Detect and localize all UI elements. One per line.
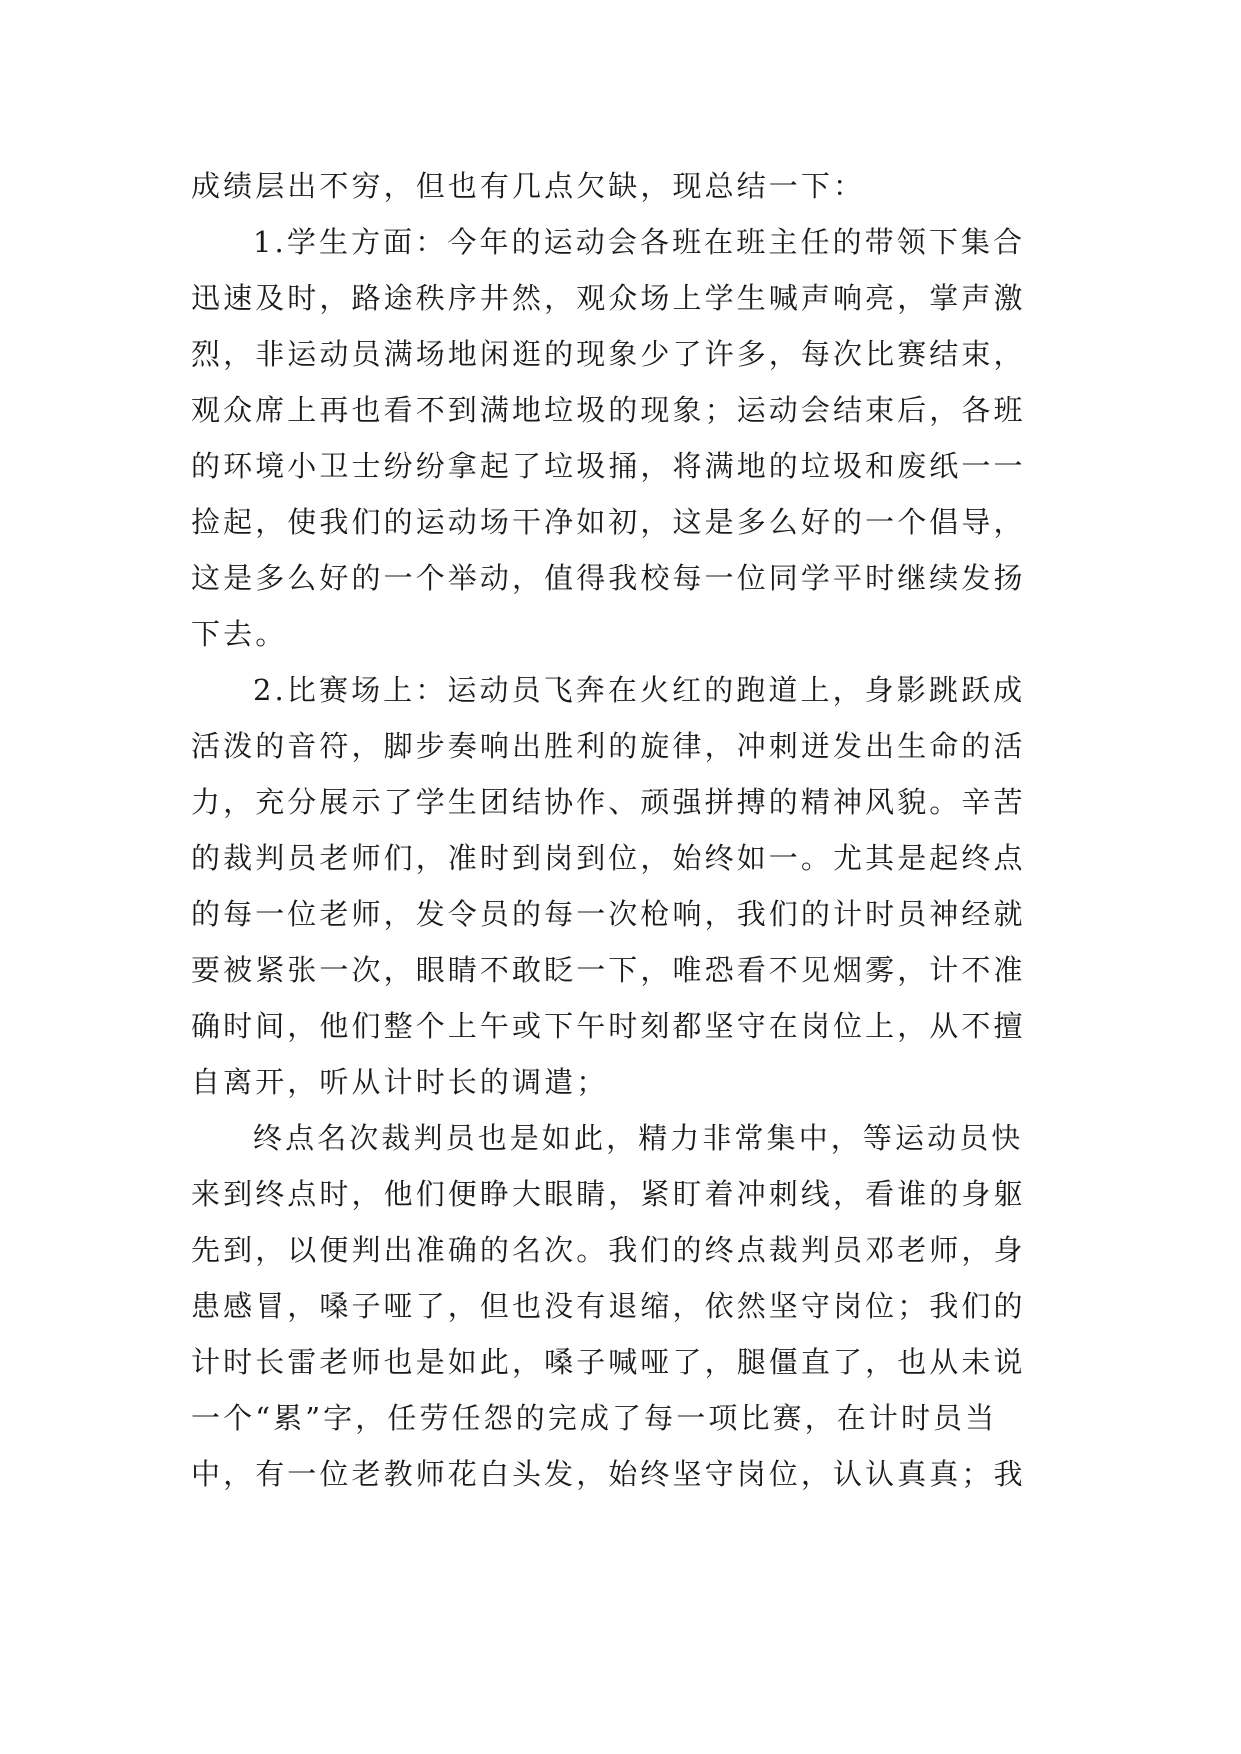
text-line: 烈，非运动员满场地闲逛的现象少了许多，每次比赛结束， [191, 337, 1026, 371]
text-line: 的环境小卫士纷纷拿起了垃圾捅，将满地的垃圾和废纸一一 [191, 449, 1026, 483]
body-text [191, 158, 1054, 1502]
text-line: 的裁判员老师们，准时到岗到位，始终如一。尤其是起终点 [191, 841, 1026, 875]
text-line: 患感冒，嗓子哑了，但也没有退缩，依然坚守岗位；我们的 [191, 1289, 1026, 1323]
text-line: 确时间，他们整个上午或下午时刻都坚守在岗位上，从不擅 [191, 1009, 1026, 1043]
paragraph-start-line: 2.比赛场上：运动员飞奔在火红的跑道上，身影跳跃成 [253, 673, 1026, 707]
paragraph-start-line: 1.学生方面：今年的运动会各班在班主任的带领下集合 [253, 225, 1026, 259]
text-line: 观众席上再也看不到满地垃圾的现象；运动会结束后，各班 [191, 393, 1026, 427]
text-line: 自离开，听从计时长的调遣； [191, 1065, 609, 1099]
text-line: 下去。 [191, 617, 288, 651]
text-line: 捡起，使我们的运动场干净如初，这是多么好的一个倡导， [191, 505, 1026, 539]
text-line: 中，有一位老教师花白头发，始终坚守岗位，认认真真；我 [191, 1457, 1026, 1491]
text-line: 成绩层出不穷，但也有几点欠缺，现总结一下： [191, 169, 866, 203]
text-line: 这是多么好的一个举动，值得我校每一位同学平时继续发扬 [191, 561, 1026, 595]
text-line: 活泼的音符，脚步奏响出胜利的旋律，冲刺迸发出生命的活 [191, 729, 1026, 763]
text-line: 的每一位老师，发令员的每一次枪响，我们的计时员神经就 [191, 897, 1026, 931]
text-line: 要被紧张一次，眼睛不敢眨一下，唯恐看不见烟雾，计不准 [191, 953, 1026, 987]
text-line: 力，充分展示了学生团结协作、顽强拼搏的精神风貌。辛苦 [191, 785, 1026, 819]
paragraph-start-line: 终点名次裁判员也是如此，精力非常集中，等运动员快 [253, 1121, 1024, 1155]
text-line: 一个“累”字，任劳任怨的完成了每一项比赛，在计时员当 [191, 1401, 998, 1435]
text-line: 来到终点时，他们便睁大眼睛，紧盯着冲刺线，看谁的身躯 [191, 1177, 1026, 1211]
text-line: 先到，以便判出准确的名次。我们的终点裁判员邓老师，身 [191, 1233, 1026, 1267]
text-line: 计时长雷老师也是如此，嗓子喊哑了，腿僵直了，也从未说 [191, 1345, 1026, 1379]
text-line: 迅速及时，路途秩序井然，观众场上学生喊声响亮，掌声激 [191, 281, 1026, 315]
